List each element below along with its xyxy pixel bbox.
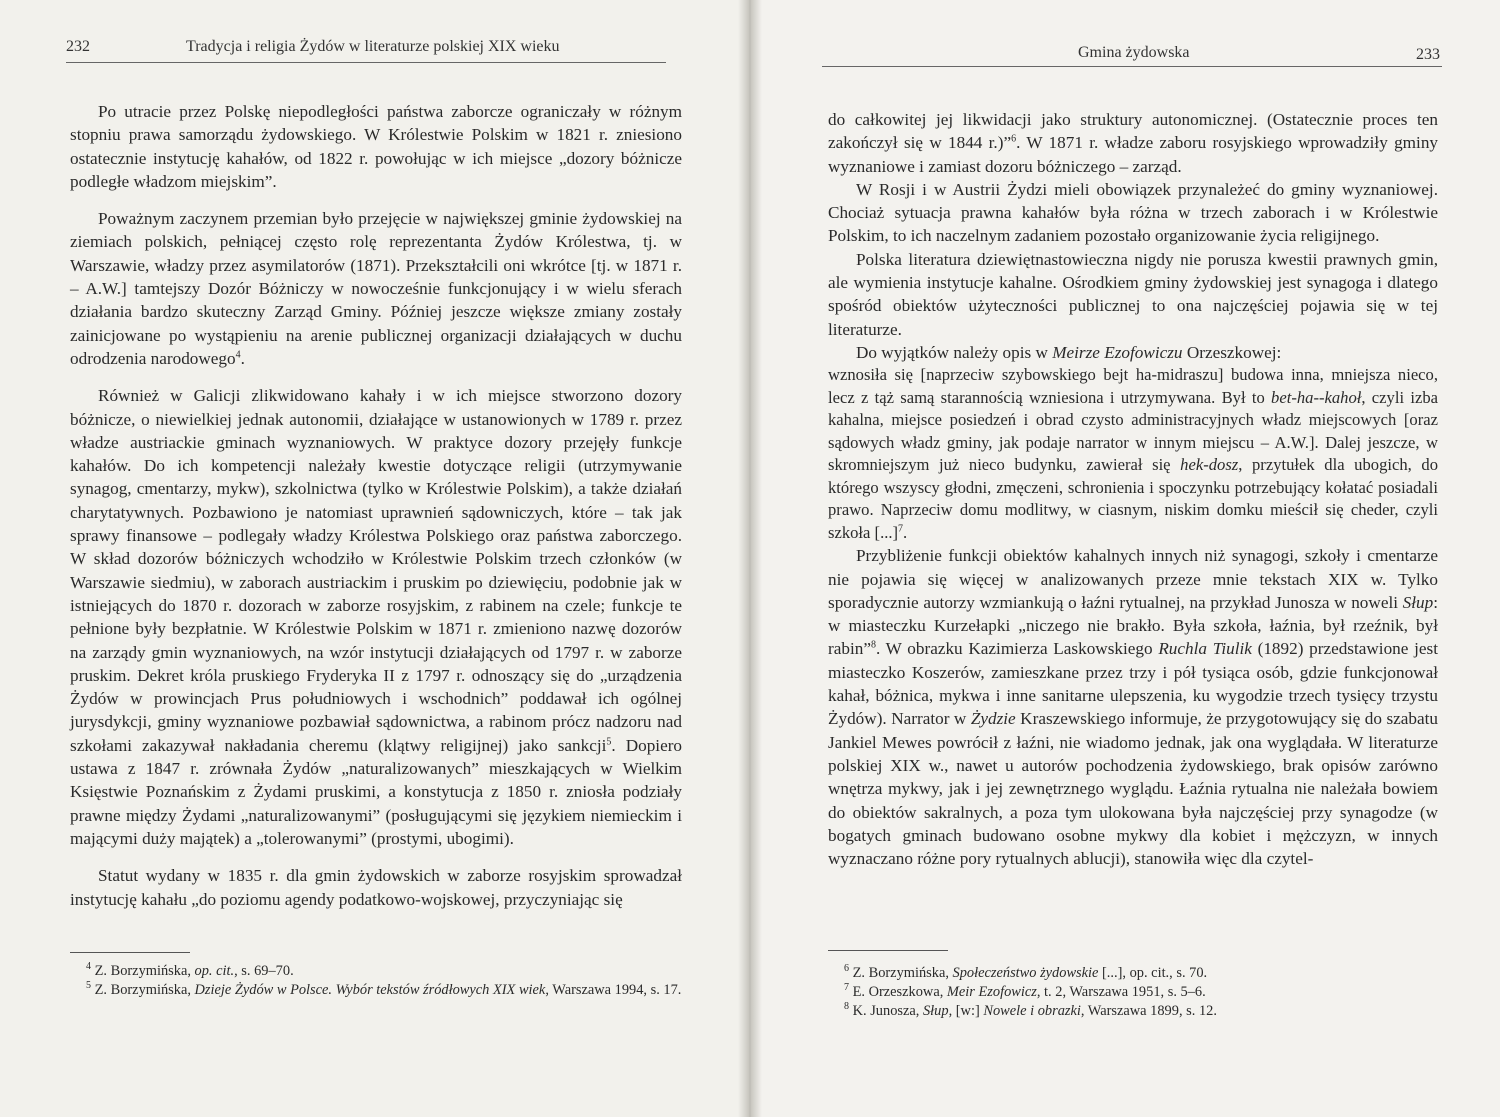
block-quote: wznosiła się [naprzeciw szybowskiego bejt ha-midraszu] budowa inna, mniejsza nieco, lecz z tąż samą starannością wzniesiona i utrzymywana. Był to bet-ha--kahoł, czyli izba kahalna, miejsce posiedzeń i obrad czysto administracyjnych władz miejscowych [oraz sądowych władz gminy, jak podaje narrator w innym miejscu – A.W.]. Dalej jeszcze, w skromniejszym już nieco budynku, zawierał się hek-dosz, przytułek dla ubogich, do którego wszyscy głodni, zmęczeni, schronienia i spoczynku potrzebujący kołatać posiadali prawo. Naprzeciw domu modlitwy, w ciasnym, niskim domku mieścił się cheder, czyli szkoła [...]$^7$. — [828, 365, 1438, 542]
main-text — [70, 100, 682, 911]
book-gutter — [738, 0, 762, 1117]
paragraph: Polska literatura dziewiętnastowieczna nigdy nie porusza kwestii prawnych gmin, ale wymienia instytucje kahalne. Ośrodkiem gminy żydowskiej jest synagoga i dlatego spośród obiektów użyteczności publicznej to ona najczęściej pojawia się w tej literaturze. — [828, 249, 1438, 339]
footnote-mark: 6 — [1011, 133, 1017, 145]
footnote-mark: 7 — [898, 523, 904, 535]
paragraph: Przybliżenie funkcji obiektów kahalnych innych niż synagogi, szkoły i cmentarze nie pojawia się więcej w analizowanych przeze mnie tekstach XIX w. Tylko sporadycznie autorzy wzmiankują o łaźni rytualnej, na przykład Junosza w noweli Słup: w miasteczku Kurzełapki „niczego nie brakło. Była szkoła, łaźnia, był rzeźnik, był rabin”$^8$. W obrazku Kazimierza Laskowskiego Ruchla Tiulik (1892) przedstawione jest miasteczko Koszerów, zamieszkane przez trzy i pół tysiąca osób, gdzie funkcjonował kahał, bóżnica, mykwa i inne sanitarne ulepszenia, ku wygodzie trzech tysięcy trzystu Żydów). Narrator w Żydzie Kraszewskiego informuje, że przygotowujący się do szabatu Jankiel Mewes powrócił z łaźni, nie wiadomo jednak, jak ona wyglądała. W literaturze polskiej XIX w., nawet u autorów pochodzenia żydowskiego, brak opisów zarówno wnętrza mykwy, jak i jej zewnętrznego wyglądu. Łaźnia rytualna nie należała bowiem do obiektów sakralnych, a poza tym ulokowana była najczęściej przy synagodze (w bogatych gminach budowano osobne mykwy dla kobiet i mężczyzn, w innych wyznaczano różne pory rytualnych ablucji), stanowiła więc dla czytel- — [828, 546, 1438, 869]
paragraph: Po utracie przez Polskę niepodległości państwa zaborcze ograniczały w różnym stopniu prawa samorządu żydowskiego. W Królestwie Polskim w 1821 r. zniesiono ostatecznie instytucję kahałów, od 1822 r. powołując w ich miejsce „dozory bóżnicze podległe władzom miejskim”. — [70, 102, 682, 191]
header-rule — [822, 66, 1442, 67]
footnote-mark: 5 — [606, 735, 612, 747]
footnote: $^6$ Z. Borzymińska, Społeczeństwo żydowskie [...], op. cit., s. 70. — [844, 963, 1208, 981]
footnote: $^4$ Z. Borzymińska, op. cit., s. 69–70. — [86, 961, 294, 979]
page-number: 232 — [66, 38, 90, 55]
paragraph: Poważnym zaczynem przemian było przejęcie w największej gminie żydowskiej na ziemiach polskich, pełniącej często rolę reprezentanta Żydów Królestwa, tj. w Warszawie, władzy przez asymilatorów (1871). Przekształcili oni wkrótce [tj. w 1871 r. – A.W.] tamtejszy Dozór Bóżniczy w nowocześnie funkcjonujący i w wielu sferach działania bardzo skuteczny Zarząd Gminy. Później jeszcze większe zmiany zostały zainicjowane po wystąpieniu na arenie publicznej organizacji działających w duchu odrodzenia narodowego$^4$. — [70, 209, 682, 368]
footnote: $^7$ E. Orzeszkowa, Meir Ezofowicz, t. 2, Warszawa 1951, s. 5–6. — [844, 982, 1206, 1000]
main-text — [828, 108, 1438, 870]
footnotes — [70, 962, 682, 1000]
right-page — [752, 0, 1500, 1117]
footnote-mark: 4 — [235, 349, 241, 361]
left-page — [0, 0, 748, 1117]
footnotes — [828, 964, 1438, 1021]
paragraph: Do wyjątków należy opis w Meirze Ezofowiczu Orzeszkowej: — [856, 342, 1282, 362]
footnote: $^5$ Z. Borzymińska, Dzieje Żydów w Polsce. Wybór tekstów źródłowych XIX wiek, Warszawa 1994, s. 17. — [86, 980, 682, 998]
paragraph: do całkowitej jej likwidacji jako struktury autonomicznej. (Ostatecznie proces ten zakończył się w 1844 r.)”$^6$. W 1871 r. władze zaboru rosyjskiego wprowadziły gminy wyznaniowe i zamiast dozoru bóżniczego – zarząd. — [828, 110, 1439, 176]
footnote-rule — [828, 950, 948, 951]
paragraph: W Rosji i w Austrii Żydzi mieli obowiązek przynależeć do gminy wyznaniowej. Chociaż sytuacja prawna kahałów była różna w trzech zaborach i w Królestwie Polskim, to ich naczelnym zadaniem pozostało organizowanie życia religijnego. — [828, 179, 1438, 246]
footnote: $^8$ K. Junosza, Słup, [w:] Nowele i obrazki, Warszawa 1899, s. 12. — [844, 1001, 1217, 1019]
header-rule — [66, 62, 666, 63]
running-title: Tradycja i religia Żydów w literaturze polskiej XIX wieku — [186, 38, 560, 55]
page-number: 233 — [1416, 46, 1440, 63]
footnote-mark: 8 — [870, 639, 876, 651]
running-title: Gmina żydowska — [1078, 44, 1190, 61]
footnote-rule — [70, 952, 190, 953]
paragraph: Również w Galicji zlikwidowano kahały i w ich miejsce stworzono dozory bóżnicze, o niewielkiej jednak autonomii, działające w ustanowionych w 1789 r. przez władze austriackie gminach wyznaniowych. W praktyce dozory przejęły funkcje kahałów. Do ich kompetencji należały kwestie dotyczące religii (utrzymywanie synagog, cmentarzy, mykw), szkolnictwa (tylko w Królestwie Polskim), a także działań charytatywnych. Pozbawiono je natomiast uprawnień sądowniczych, które – tak jak sprawy finansowe – podlegały władzy Królestwa Polskiego oraz państwa zaborczego. W skład dozorów bóżniczych wchodziło w Królestwie Polskim trzech członków (w Warszawie siedmiu), w zaborach austriackim i pruskim po dziewięciu, podobnie jak w istniejących do 1870 r. dozorach w zaborze rosyjskim, z rabinem na czele; funkcje te pełnione były bezpłatnie. W Królestwie Polskim w 1871 r. zmieniono nazwę dozorów na zarządy gmin wyznaniowych, na wzór instytucji działających od 1797 r. w zaborze pruskim. Dekret króla pruskiego Fryderyka II z 1797 r. odnoszący się do „urządzenia Żydów w prowincjach Prus południowych i wschodnich” poddawał ich ogólnej jurysdykcji, gminy wyznaniowe pozbawiał sądownictwa, a rabinom prócz nadzoru nad szkołami zakazywał nakładania cheremu (klątwy religijnej) jako sankcji$^5$. Dopiero ustawa z 1847 r. zrównała Żydów „naturalizowanych” mieszkających w Wielkim Księstwie Poznańskim z Żydami pruskimi, a konstytucja z 1850 r. zniosła podziały prawne między Żydami „naturalizowanymi” (posługującymi się językiem niemieckim i mającymi duży majątek) a „tolerowanymi” (prostymi, ubogimi). — [70, 386, 683, 848]
paragraph: Statut wydany w 1835 r. dla gmin żydowskich w zaborze rosyjskim sprowadzał instytucję kahału „do poziomu agendy podatkowo-wojskowej, przyczyniając się — [70, 866, 682, 909]
